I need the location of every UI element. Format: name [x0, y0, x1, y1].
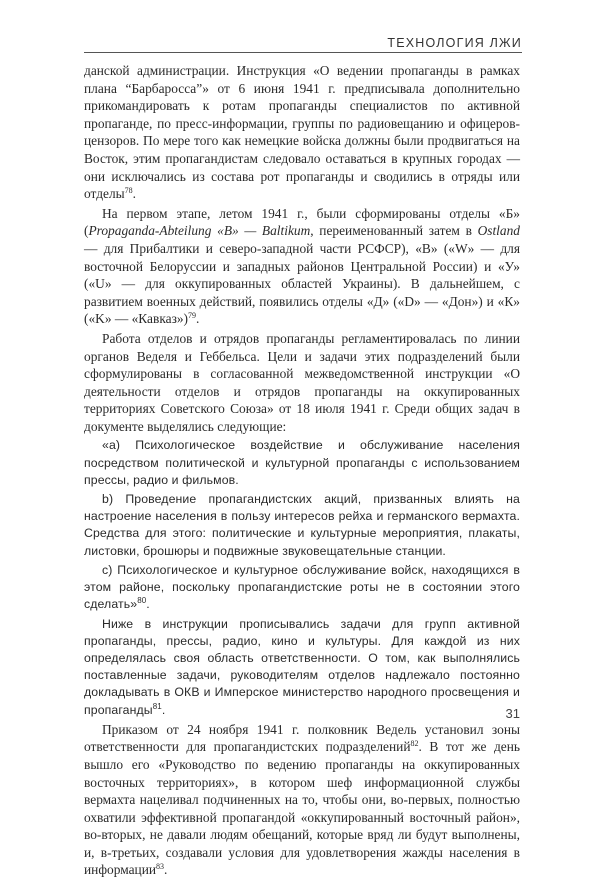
paragraph-3-text: Работа отделов и отрядов пропаганды регламентировалась по линии органов Веделя и Геббельса. Цели и задачи этих подразделений были сформулированы в согласованной межведомственной инструкции «О деятельности отделов и отрядов пропаганды на оккупированных территориях Советского Союза» от 18 июля 1941 г. Среди общих задач в документе выделялись следующие:: [84, 330, 520, 434]
paragraph-2-italic-a: Propaganda-Abteilung «B» — Baltikum: [88, 223, 311, 239]
paragraph-5: Приказом от 24 ноября 1941 г. полковник Ведель установил зоны ответственности для пропагандистских подразделений$^{82}$. В тот же день вышло его «Руководство по ведению пропаганды на оккупированных восточных территориях», в котором шеф информационной службы вермахта нацеливал подчиненных на то, чтобы они, во-первых, полностью охватили эффективной пропагандой «оккупированный восточный район», во-вторых, не давали людям обещаний, которые вряд ли будут выполнены, и, в-третьих, создавали условия для удовлетворения жажды населения в информации$^{83}$.: [84, 721, 520, 878]
quote-item-b: [84, 491, 520, 560]
quote-item-c-text: c) Психологическое и культурное обслуживание войск, находящихся в этом районе, поскольку пропагандистские роты не в состоянии этого сделать»: [84, 562, 520, 612]
paragraph-2: На первом этапе, летом 1941 г., были сформированы отделы «Б» (Propaganda-Abteilung «B» — Baltikum, переименованный затем в Ostland — для Прибалтики и северо-западной части РСФСР), «В» («W» — для восточной Белоруссии и западных районов Центральной России) и «У» («U» — для оккупированных областей Украины). В дальнейшем, с развитием военных действий, появились отделы «Д» («D» — «Дон») и «К» («K» — «Кавказ»)$^{79}$.: [84, 205, 520, 327]
quote-item-a: [84, 437, 520, 489]
paragraph-4: Ниже в инструкции прописывались задачи для групп активной пропаганды, прессы, радио, кино и культуры. Для каждой из них определялась своя область ответственности. О том, как выполнялись поставленные задачи, руководителям отделов надлежало постоянно докладывать в ОКВ и Имперское министерство народного просвещения и пропаганды$^{81}$.: [84, 616, 520, 717]
paragraph-1-text: данской администрации. Инструкция «О ведении пропаганды в рамках плана “Барбаросса”» от 6 июня 1941 г. предписывала дополнительно прикомандировать к ротам пропаганды специалистов по активной пропаганде, по пресс-информации, группы по радиовещанию и офицеров-цензоров. По мере того как немецкие войска должны были продвигаться на Восток, этим пропагандистам следовало оставаться в крупных городах — они исключались из состава рот пропаганды и сводились в отряды или отделы: [84, 63, 520, 202]
footnote-ref-80[interactable]: 80: [137, 596, 147, 606]
footnote-ref-81[interactable]: 81: [152, 701, 162, 711]
paragraph-1: данской администрации. Инструкция «О ведении пропаганды в рамках плана “Барбаросса”» от 6 июня 1941 г. предписывала дополнительно прикомандировать к ротам пропаганды специалистов по активной пропаганде, по пресс-информации, группы по радиовещанию и офицеров-цензоров. По мере того как немецкие войска должны были продвигаться на Восток, этим пропагандистам следовало оставаться в крупных городах — они исключались из состава рот пропаганды и сводились в отряды или отделы$^{78}$.: [84, 63, 520, 202]
header-rule: [84, 52, 522, 53]
footnote-ref-78[interactable]: 78: [124, 186, 133, 196]
page-number: 31: [505, 706, 520, 721]
running-header: ТЕХНОЛОГИЯ ЛЖИ: [387, 36, 522, 50]
quote-item-b-text: b) Проведение пропагандистских акций, призванных влиять на настроение населения в пользу интересов рейха и германского вермахта. Средства для этого: политические и культурные мероприятия, плакаты, листовки, брошюры и подвижные звуковещательные станции.: [84, 492, 520, 558]
quote-item-a-text: «а) Психологическое воздействие и обслуживание населения посредством политической и культурной пропаганды с использованием прессы, радио и фильмов.: [84, 438, 520, 487]
paragraph-3: [84, 330, 520, 436]
paragraph-2-text-b: , переименованный затем в: [310, 223, 478, 239]
paragraph-2-text-a: На первом этапе, летом 1941 г., были сформированы отделы «Б» (: [84, 205, 520, 239]
footnote-ref-82[interactable]: 82: [410, 739, 419, 749]
quote-item-c: c) Психологическое и культурное обслуживание войск, находящихся в этом районе, поскольку пропагандистские роты не в состоянии этого сделать»$^{80}$.: [84, 562, 520, 612]
paragraph-5-text-b: . В тот же день вышло его «Руководство по ведению пропаганды на оккупированных восточных территориях», в котором шеф информационной службы вермахта нацеливал подчиненных на то, чтобы они, во-первых, полностью охватили эффективной пропагандой «оккупированный восточный район», во-вторых, не давали людям обещаний, которые вряд ли будут выполнены, и, в-третьих, создавали условия для удовлетворения жажды населения в информации: [84, 739, 520, 878]
paragraph-2-text-c: — для Прибалтики и северо-западной части РСФСР), «В» («W» — для восточной Белоруссии и западных районов Центральной России) и «У» («U» — для оккупированных областей Украины). В дальнейшем, с развитием военных действий, появились отделы «Д» («D» — «Дон») и «К» («K» — «Кавказ»): [84, 240, 520, 327]
paragraph-2-italic-b: Ostland: [477, 223, 520, 239]
paragraph-5-text-a: Приказом от 24 ноября 1941 г. полковник Ведель установил зоны ответственности для пропагандистских подразделений: [84, 721, 520, 755]
paragraph-4-text: Ниже в инструкции прописывались задачи для групп активной пропаганды, прессы, радио, кино и культуры. Для каждой из них определялась своя область ответственности. О том, как выполнялись поставленные задачи, руководителям отделов надлежало постоянно докладывать в ОКВ и Имперское министерство народного просвещения и пропаганды: [84, 616, 520, 717]
footnote-ref-83[interactable]: 83: [156, 862, 165, 872]
footnote-ref-79[interactable]: 79: [188, 311, 197, 321]
page-body: [84, 62, 520, 881]
